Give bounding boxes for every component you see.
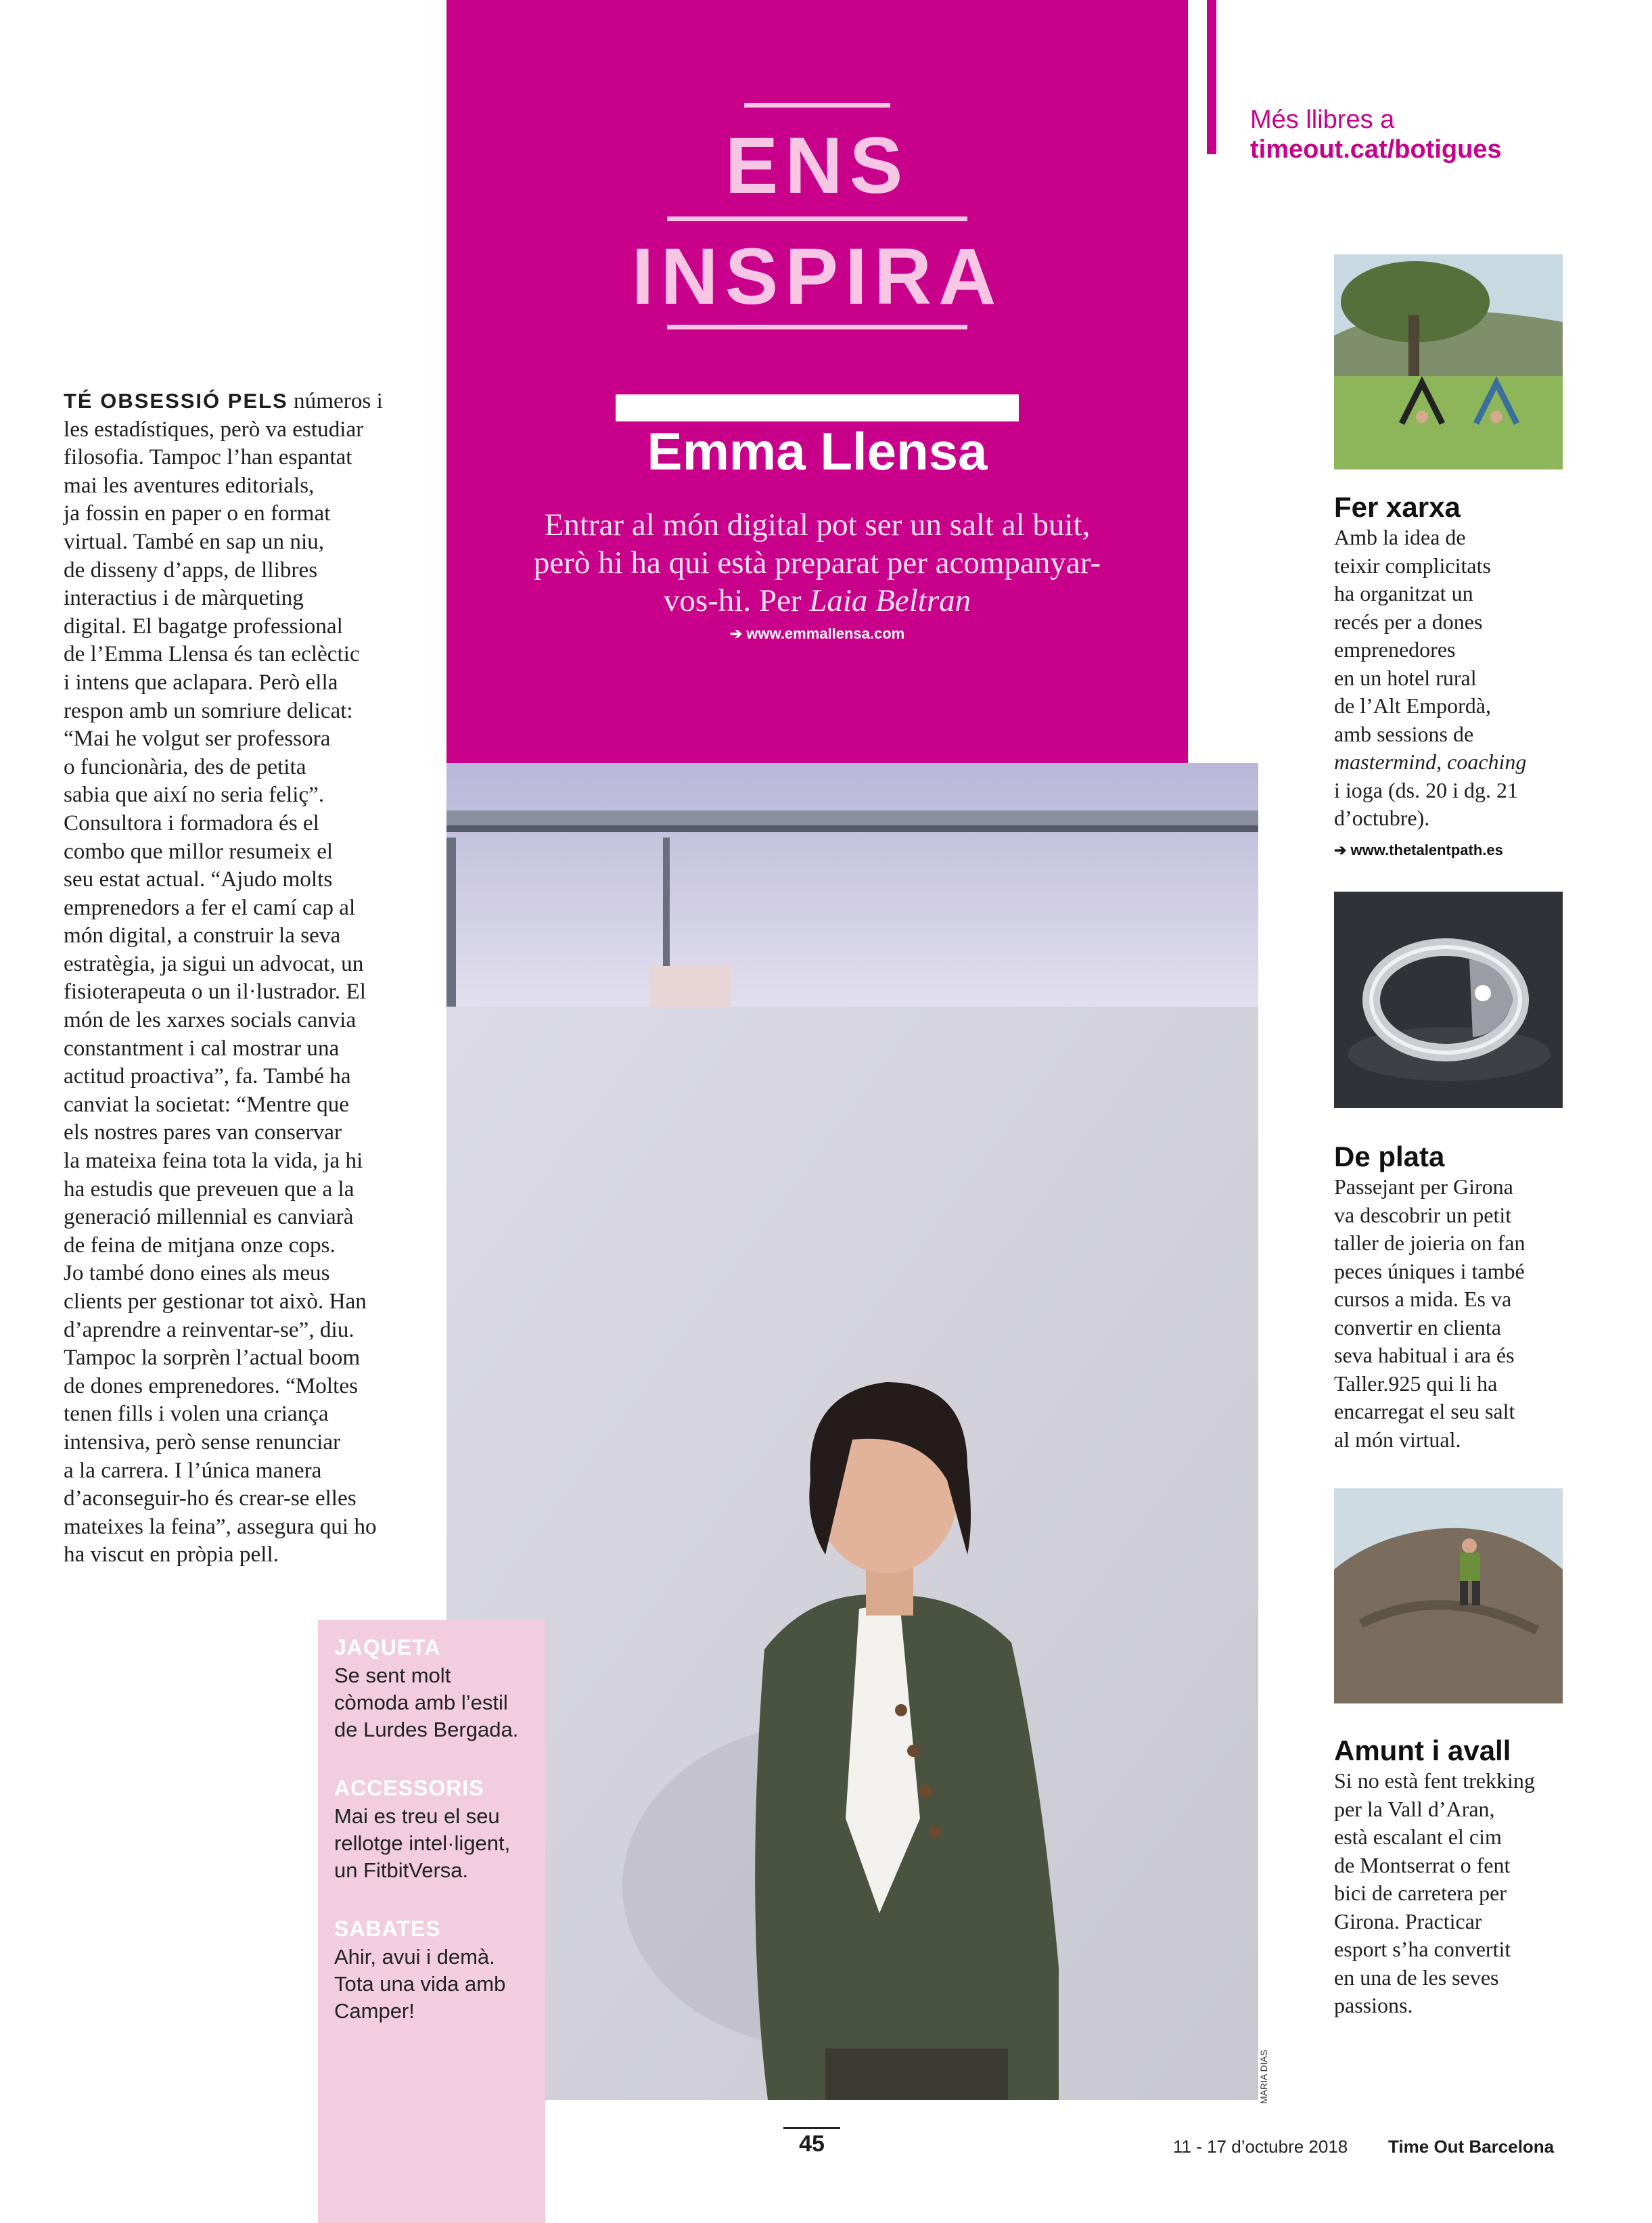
body-line: tenen fills i volen una criança bbox=[64, 1401, 329, 1427]
style-line: rellotge intel·ligent, bbox=[334, 1831, 511, 1855]
body-line: de feina de mitjana onze cops. bbox=[64, 1232, 336, 1258]
side-line: va descobrir un petit bbox=[1334, 1202, 1512, 1227]
intro-line bbox=[474, 582, 1161, 620]
style-text-accessories bbox=[334, 1803, 537, 1884]
photo-credit: MARIA DIAS bbox=[1258, 2049, 1269, 2104]
portrait-illustration bbox=[446, 763, 1258, 2100]
side-line: per la Vall d’Aran, bbox=[1334, 1796, 1495, 1821]
style-label-accessories: ACCESSORIS bbox=[334, 1776, 484, 1800]
body-line: “Mai he volgut ser professora bbox=[64, 726, 331, 752]
section-text-up-down bbox=[1334, 1767, 1564, 2020]
side-line: al món virtual. bbox=[1334, 1427, 1461, 1452]
side-line: Si no està fent trekking bbox=[1334, 1768, 1535, 1793]
name-bar bbox=[616, 394, 1019, 421]
body-line: virtual. També en sap un niu, bbox=[64, 528, 325, 554]
style-line: Camper! bbox=[334, 1999, 415, 2023]
side-line: cursos a mida. Es va bbox=[1334, 1287, 1512, 1311]
body-line: les estadístiques, però va estudiar bbox=[64, 416, 364, 442]
kicker-line1: ENS bbox=[725, 121, 910, 210]
section-text-silver bbox=[1334, 1173, 1564, 1454]
side-line: mastermind, coaching bbox=[1334, 750, 1527, 774]
page-number-rule bbox=[783, 2127, 840, 2129]
intro-line: Entrar al món digital pot ser un salt al buit, bbox=[544, 507, 1091, 543]
side-line: està escalant el cim bbox=[1334, 1825, 1502, 1849]
body-line: la mateixa feina tota la vida, ja hi bbox=[64, 1148, 363, 1174]
side-line: recés per a dones bbox=[1334, 609, 1483, 634]
style-line: còmoda amb l’estil bbox=[334, 1691, 508, 1714]
section-title-up-down: Amunt i avall bbox=[1334, 1735, 1511, 1766]
body-line: d’aprendre a reinventar-se”, diu. bbox=[64, 1316, 354, 1342]
article-body bbox=[64, 387, 423, 1569]
body-line: els nostres pares van conservar bbox=[64, 1120, 342, 1145]
more-books-label: Més llibres a bbox=[1250, 106, 1395, 134]
yoga-photo bbox=[1334, 254, 1563, 469]
side-line: passions. bbox=[1334, 1993, 1413, 2017]
style-line: Mai es treu el seu bbox=[334, 1804, 500, 1828]
body-line bbox=[64, 387, 423, 415]
body-line: a la carrera. I l’única manera bbox=[64, 1457, 322, 1483]
body-line: estratègia, ja sigui un advocat, un bbox=[64, 950, 364, 976]
side-line: bici de carretera per bbox=[1334, 1881, 1507, 1905]
body-line-text: números i bbox=[288, 388, 383, 413]
section-title-silver: De plata bbox=[1334, 1141, 1445, 1172]
side-line: convertir en clienta bbox=[1334, 1314, 1501, 1339]
side-line: de l’Alt Empordà, bbox=[1334, 693, 1491, 718]
body-line: o funcionària, des de petita bbox=[64, 754, 306, 779]
body-line: fisioterapeuta o un il·lustrador. El bbox=[64, 979, 366, 1005]
side-line: teixir complicitats bbox=[1334, 553, 1491, 578]
article-lead: TÉ OBSESSIÓ PELS bbox=[64, 389, 288, 413]
body-line: emprenedors a fer el camí cap al bbox=[64, 894, 356, 920]
style-line: Ahir, avui i demà. bbox=[334, 1945, 495, 1969]
talent-path-link[interactable]: ➔ www.thetalentpath.es bbox=[1334, 842, 1503, 858]
intro-author: Laia Beltran bbox=[809, 583, 971, 618]
body-line: seu estat actual. “Ajudo molts bbox=[64, 867, 333, 892]
body-line: respon amb un somriure delicat: bbox=[64, 697, 353, 723]
body-line: combo que millor resumeix el bbox=[64, 838, 334, 864]
side-line: de Montserrat o fent bbox=[1334, 1852, 1511, 1877]
body-line: intensiva, però sense renunciar bbox=[64, 1429, 341, 1454]
kicker-rule-middle bbox=[667, 216, 967, 221]
style-line: Tota una vida amb bbox=[334, 1972, 506, 1996]
section-text-network bbox=[1334, 524, 1564, 833]
body-line: mai les aventures editorials, bbox=[64, 472, 315, 498]
body-line: de dones emprenedores. “Moltes bbox=[64, 1373, 358, 1398]
intro-text bbox=[474, 506, 1161, 620]
side-line: esport s’ha convertit bbox=[1334, 1937, 1511, 1961]
yoga-illustration bbox=[1334, 254, 1563, 469]
body-line: Jo també dono eines als meus bbox=[64, 1260, 330, 1286]
more-books bbox=[1250, 105, 1502, 164]
body-line: Tampoc la sorprèn l’actual boom bbox=[64, 1345, 361, 1371]
style-line: Se sent molt bbox=[334, 1664, 451, 1687]
style-text-shoes bbox=[334, 1944, 537, 2025]
side-line: emprenedores bbox=[1334, 637, 1456, 662]
side-line: ha organitzat un bbox=[1334, 581, 1473, 605]
side-line: en un hotel rural bbox=[1334, 665, 1477, 690]
side-line: d’octubre). bbox=[1334, 806, 1430, 830]
body-line: digital. El bagatge professional bbox=[64, 613, 343, 639]
body-line: canviat la societat: “Mentre que bbox=[64, 1091, 350, 1117]
body-line: ha estudis que preveuen que a la bbox=[64, 1176, 354, 1201]
body-line: de l’Emma Llensa és tan eclèctic bbox=[64, 641, 360, 667]
kicker-rule-top bbox=[744, 103, 890, 108]
body-line: món de les xarxes socials canvia bbox=[64, 1007, 357, 1033]
style-text-jacket bbox=[334, 1662, 537, 1743]
header-block bbox=[446, 0, 1188, 763]
style-line: de Lurdes Bergada. bbox=[334, 1718, 519, 1741]
side-line: encarregat el seu salt bbox=[1334, 1399, 1515, 1423]
side-line: en una de les seves bbox=[1334, 1965, 1499, 1990]
climbing-photo bbox=[1334, 1488, 1563, 1703]
side-line: i ioga (ds. 20 i dg. 21 bbox=[1334, 777, 1518, 802]
more-books-link[interactable]: timeout.cat/botigues bbox=[1250, 135, 1502, 164]
body-line: món digital, a construir la seva bbox=[64, 923, 341, 948]
side-line: taller de joieria on fan bbox=[1334, 1231, 1525, 1255]
page-number: 45 bbox=[799, 2131, 825, 2157]
intro-line: però hi ha qui està preparat per acompanyar- bbox=[533, 545, 1101, 580]
side-line: peces úniques i també bbox=[1334, 1258, 1525, 1283]
body-line: ha viscut en pròpia pell. bbox=[64, 1542, 279, 1567]
style-line: un FitbitVersa. bbox=[334, 1858, 469, 1882]
kicker-line2: INSPIRA bbox=[631, 232, 1003, 321]
body-line: i intens que aclapara. Però ella bbox=[64, 669, 338, 695]
side-line: seva habitual i ara és bbox=[1334, 1343, 1515, 1367]
body-line: constantment i cal mostrar una bbox=[64, 1035, 340, 1061]
style-box bbox=[318, 1620, 545, 2223]
ring-photo bbox=[1334, 892, 1563, 1108]
section-title-network: Fer xarxa bbox=[1334, 491, 1461, 523]
issue-date: 11 - 17 d’octubre 2018 bbox=[1173, 2136, 1348, 2157]
kicker-rule-bottom bbox=[667, 325, 967, 329]
magazine-name: Time Out Barcelona bbox=[1388, 2136, 1555, 2157]
style-label-jacket: JAQUETA bbox=[334, 1635, 441, 1659]
side-line: Taller.925 qui li ha bbox=[1334, 1371, 1498, 1396]
body-line: generació millennial es canviarà bbox=[64, 1204, 354, 1230]
portrait-photo bbox=[446, 763, 1258, 2100]
body-line: filosofia. Tampoc l’han espantat bbox=[64, 444, 352, 470]
person-name: Emma Llensa bbox=[647, 421, 988, 481]
body-line: sabia que així no seria feliç”. bbox=[64, 782, 325, 808]
body-line: mateixes la feina”, assegura qui ho bbox=[64, 1513, 377, 1539]
body-line: de disseny d’apps, de llibres bbox=[64, 557, 318, 582]
body-line: d’aconseguir-ho és crear-se elles bbox=[64, 1486, 357, 1511]
body-line: actitud proactiva”, fa. També ha bbox=[64, 1063, 351, 1089]
body-line: Consultora i formadora és el bbox=[64, 810, 319, 835]
side-line: Passejant per Girona bbox=[1334, 1174, 1513, 1199]
body-line: ja fossin en paper o en format bbox=[64, 501, 331, 526]
body-line: clients per gestionar tot això. Han bbox=[64, 1289, 367, 1314]
more-books-bar bbox=[1207, 0, 1216, 154]
side-line: amb sessions de bbox=[1334, 721, 1474, 746]
intro-line-plain: vos-hi. Per bbox=[663, 583, 810, 618]
style-label-shoes: SABATES bbox=[334, 1917, 441, 1941]
climbing-illustration bbox=[1334, 1488, 1563, 1703]
side-line: Girona. Practicar bbox=[1334, 1908, 1482, 1933]
ring-illustration bbox=[1334, 892, 1563, 1108]
body-line: interactius i de màrqueting bbox=[64, 585, 304, 611]
website-link[interactable]: ➔ www.emmallensa.com bbox=[729, 625, 905, 642]
side-line: Amb la idea de bbox=[1334, 525, 1466, 549]
